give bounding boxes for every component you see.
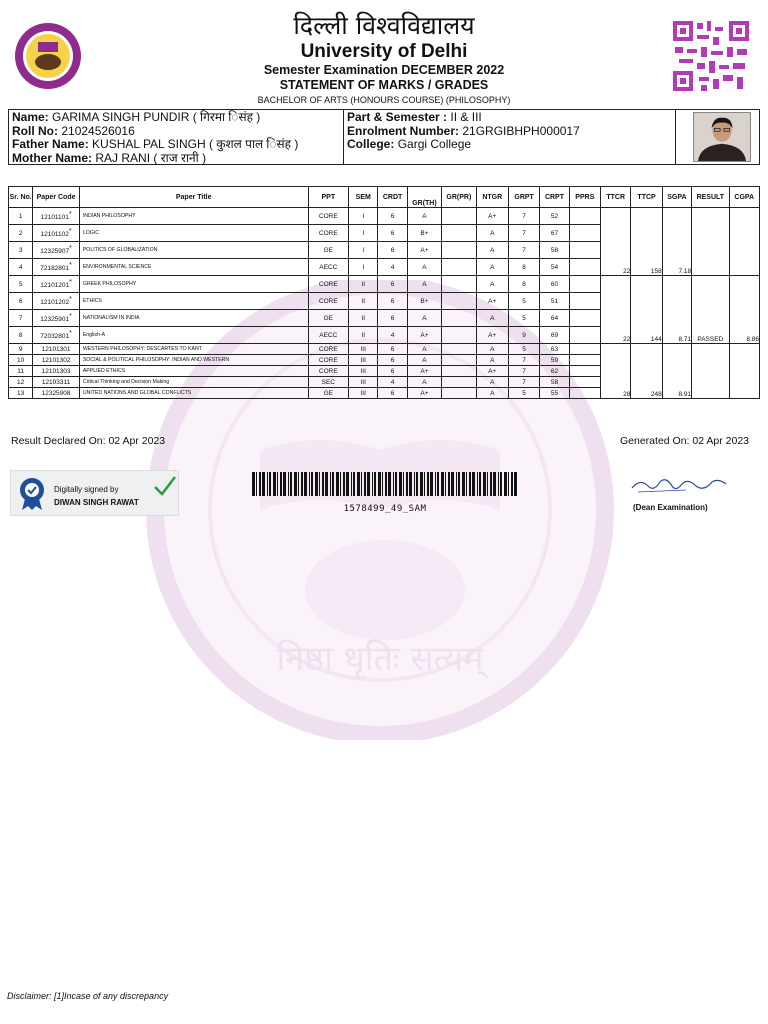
cell-sem: II <box>349 293 378 310</box>
total-ttcp: 158 <box>631 208 662 276</box>
cell-ntgr: A <box>476 355 508 366</box>
cell-sem: II <box>349 327 378 344</box>
cell-grpr <box>442 259 476 276</box>
cell-ppt: AECC <box>308 259 348 276</box>
cell-crdt: 4 <box>378 377 407 388</box>
cell-grpr <box>442 388 476 399</box>
cell-ntgr: A+ <box>476 293 508 310</box>
table-header-row <box>9 187 760 208</box>
total-ttcr: 28 <box>601 344 631 399</box>
signer-name: DIWAN SINGH RAWAT <box>54 498 139 507</box>
cell-grpt: 5 <box>508 310 539 327</box>
table-row <box>9 344 760 355</box>
cell-title: ENVIRONMENTAL SCIENCE <box>79 259 308 276</box>
cell-crdt: 6 <box>378 293 407 310</box>
cell-pprs <box>569 225 600 242</box>
cell-sem: II <box>349 310 378 327</box>
col-cgpa: CGPA <box>729 187 759 208</box>
roll-row: Roll No: 21024526016 <box>12 123 135 138</box>
cell-pprs <box>569 310 600 327</box>
cell-crpt: 64 <box>540 310 569 327</box>
code-marker: * <box>68 227 72 235</box>
code-marker: * <box>69 295 72 303</box>
cell-grpr <box>442 355 476 366</box>
enrolment-number: 21GRGIBHPH000017 <box>462 123 580 138</box>
cell-grth: A <box>407 344 441 355</box>
cell-ppt: CORE <box>308 225 348 242</box>
cell-crpt: 67 <box>540 225 569 242</box>
cell-grth: A+ <box>407 366 441 377</box>
total-sgpa: 8.91 <box>662 344 691 399</box>
student-name: GARIMA SINGH PUNDIR ( गिरमा िसंह ) <box>52 110 261 124</box>
cell-ppt: CORE <box>308 276 348 293</box>
cell-crdt: 6 <box>378 225 407 242</box>
cell-title: SOCIAL & POLITICAL PHILOSOPHY: INDIAN AND WESTERN <box>79 355 308 366</box>
cell-code: 12103311 <box>33 377 80 388</box>
total-cgpa <box>729 208 759 276</box>
cell-code: 12101302 <box>33 355 80 366</box>
total-result: PASSED <box>692 276 729 344</box>
cell-ppt: CORE <box>308 355 348 366</box>
cell-grpt: 7 <box>508 377 539 388</box>
cell-grpt: 7 <box>508 242 539 259</box>
cell-sem: I <box>349 242 378 259</box>
code-marker: * <box>69 278 72 286</box>
cell-title: GREEK PHILOSOPHY <box>79 276 308 293</box>
cell-grth: A <box>407 276 441 293</box>
digital-signature-box <box>10 470 179 516</box>
barcode <box>250 472 520 496</box>
cell-crdt: 4 <box>378 259 407 276</box>
cell-code: 12101202* <box>33 293 80 310</box>
cell-pprs <box>569 377 600 388</box>
col-crpt: CRPT <box>540 187 569 208</box>
cell-sr: 10 <box>9 355 33 366</box>
cell-title: INDIAN PHILOSOPHY <box>79 208 308 225</box>
cell-crpt: 52 <box>540 208 569 225</box>
cell-grpr <box>442 327 476 344</box>
part-semester: II & III <box>450 110 482 124</box>
cell-code: 12101101* <box>33 208 80 225</box>
cell-ntgr: A+ <box>476 208 508 225</box>
cell-sr: 12 <box>9 377 33 388</box>
college-row: College: Gargi College <box>347 137 472 151</box>
total-ttcr: 22 <box>601 208 631 276</box>
cell-code: 12325907* <box>33 242 80 259</box>
barcode-number: 1578499_49_SAM <box>343 504 427 514</box>
cell-sr: 9 <box>9 344 33 355</box>
cell-crpt: 54 <box>540 259 569 276</box>
col-ntgr: NTGR <box>476 187 508 208</box>
cell-ppt: CORE <box>308 344 348 355</box>
cell-ntgr: A <box>476 310 508 327</box>
cell-grth: A <box>407 259 441 276</box>
cell-title: UNITED NATIONS AND GLOBAL CONFLICTS <box>79 388 308 399</box>
cell-pprs <box>569 388 600 399</box>
cell-pprs <box>569 276 600 293</box>
cell-pprs <box>569 293 600 310</box>
cell-crdt: 6 <box>378 276 407 293</box>
cell-ntgr: A <box>476 259 508 276</box>
cell-ppt: CORE <box>308 293 348 310</box>
cell-sr: 5 <box>9 276 33 293</box>
code-marker: * <box>68 210 72 218</box>
cell-grth: A+ <box>407 327 441 344</box>
cell-sr: 1 <box>9 208 33 225</box>
cell-code: 12101301 <box>33 344 80 355</box>
total-result <box>692 208 729 276</box>
dean-label: (Dean Examination) <box>633 503 708 512</box>
total-cgpa: 8.86 <box>729 276 759 344</box>
cell-grpt: 5 <box>508 293 539 310</box>
cell-ppt: CORE <box>308 366 348 377</box>
cell-grth: B+ <box>407 225 441 242</box>
cell-sem: III <box>349 388 378 399</box>
cell-grpt: 5 <box>508 388 539 399</box>
cell-crpt: 69 <box>540 327 569 344</box>
cell-sem: III <box>349 355 378 366</box>
cell-crpt: 58 <box>540 377 569 388</box>
cell-grpt: 7 <box>508 225 539 242</box>
cell-title: POLITICS OF GLOBALIZATION <box>79 242 308 259</box>
table-row <box>9 208 760 225</box>
cell-sr: 2 <box>9 225 33 242</box>
cell-code: 12325901* <box>33 310 80 327</box>
code-marker: * <box>69 261 72 269</box>
col-crdt: CRDT <box>378 187 407 208</box>
total-sgpa: 7.18 <box>662 208 691 276</box>
cell-grpt: 7 <box>508 355 539 366</box>
cell-ppt: AECC <box>308 327 348 344</box>
cell-grth: A+ <box>407 388 441 399</box>
cell-title: English-A <box>79 327 308 344</box>
cell-sem: III <box>349 366 378 377</box>
cell-grth: A <box>407 355 441 366</box>
col-ttcr: TTCR <box>601 187 631 208</box>
cell-code: 72032801* <box>33 327 80 344</box>
check-icon <box>153 475 177 497</box>
cell-ntgr: A <box>476 344 508 355</box>
cell-grth: A <box>407 310 441 327</box>
total-ttcr: 22 <box>601 276 631 344</box>
university-hindi-title: दिल्ली विश्वविद्यालय <box>293 11 475 40</box>
cell-sem: I <box>349 225 378 242</box>
cell-grpr <box>442 377 476 388</box>
cell-crdt: 6 <box>378 310 407 327</box>
statement-title: STATEMENT OF MARKS / GRADES <box>279 78 489 92</box>
cell-pprs <box>569 327 600 344</box>
col-grth: GR(TH) <box>407 187 441 208</box>
cell-ntgr: A <box>476 225 508 242</box>
col-sem: SEM <box>349 187 378 208</box>
cell-sr: 4 <box>9 259 33 276</box>
total-sgpa: 8.71 <box>662 276 691 344</box>
university-logo <box>11 22 85 90</box>
cell-crpt: 51 <box>540 293 569 310</box>
digitally-signed-label: Digitally signed by <box>54 485 119 494</box>
cell-sr: 13 <box>9 388 33 399</box>
table-row <box>9 276 760 293</box>
col-ppt: PPT <box>308 187 348 208</box>
cell-pprs <box>569 208 600 225</box>
qr-code <box>671 19 751 93</box>
col-grpt: GRPT <box>508 187 539 208</box>
col-code: Paper Code <box>33 187 80 208</box>
generated-on: Generated On: 02 Apr 2023 <box>620 435 750 447</box>
cell-code: 12101303 <box>33 366 80 377</box>
college-name: Gargi College <box>397 137 472 151</box>
university-title: University of Delhi <box>300 41 468 62</box>
cell-title: LOGIC <box>79 225 308 242</box>
cell-pprs <box>569 242 600 259</box>
cell-grpt: 9 <box>508 327 539 344</box>
cell-title: ETHICS <box>79 293 308 310</box>
cell-grpt: 5 <box>508 344 539 355</box>
cell-grpr <box>442 310 476 327</box>
mother-row: Mother Name: RAJ RANI ( राज रानी ) <box>12 150 207 165</box>
code-marker: * <box>69 312 72 320</box>
cell-crpt: 63 <box>540 344 569 355</box>
cell-title: WESTERN PHILOSOPHY: DESCARTES TO KANT <box>79 344 308 355</box>
cell-crdt: 6 <box>378 242 407 259</box>
cell-sem: III <box>349 377 378 388</box>
cell-pprs <box>569 259 600 276</box>
cell-sr: 7 <box>9 310 33 327</box>
cell-grpr <box>442 225 476 242</box>
cell-ntgr: A <box>476 276 508 293</box>
cell-sr: 3 <box>9 242 33 259</box>
result-declared: Result Declared On: 02 Apr 2023 <box>11 435 166 447</box>
mother-name: RAJ RANI ( राज रानी ) <box>95 150 207 165</box>
cell-crpt: 58 <box>540 242 569 259</box>
col-result: RESULT <box>692 187 729 208</box>
cell-crpt: 60 <box>540 276 569 293</box>
cell-sem: II <box>349 276 378 293</box>
cell-grpt: 7 <box>508 208 539 225</box>
dean-signature <box>626 474 730 498</box>
cell-ppt: GE <box>308 310 348 327</box>
cell-grth: A <box>407 377 441 388</box>
col-pprs: PPRS <box>569 187 600 208</box>
cell-pprs <box>569 344 600 355</box>
col-ttcp: TTCP <box>631 187 662 208</box>
cell-code: 12101201* <box>33 276 80 293</box>
cell-ntgr: A <box>476 388 508 399</box>
cell-ntgr: A <box>476 242 508 259</box>
cell-crpt: 55 <box>540 388 569 399</box>
watermark-motto: निष्ठा धृतिः सत्यम् <box>276 639 484 679</box>
cell-grpr <box>442 366 476 377</box>
cell-grpr <box>442 242 476 259</box>
cell-sr: 8 <box>9 327 33 344</box>
father-name: KUSHAL PAL SINGH ( कुशल पाल िसंह ) <box>92 137 299 151</box>
total-cgpa <box>729 344 759 399</box>
cell-title: APPLIED ETHICS <box>79 366 308 377</box>
student-photo <box>693 112 751 162</box>
cell-grth: A+ <box>407 242 441 259</box>
cell-ppt: GE <box>308 388 348 399</box>
col-grpr: GR(PR) <box>442 187 476 208</box>
cell-ppt: CORE <box>308 208 348 225</box>
total-result <box>692 344 729 399</box>
cell-ntgr: A+ <box>476 366 508 377</box>
cell-crdt: 6 <box>378 344 407 355</box>
col-title: Paper Title <box>79 187 308 208</box>
cell-grpt: 8 <box>508 276 539 293</box>
marks-table <box>8 186 760 399</box>
exam-title: Semester Examination DECEMBER 2022 <box>263 63 505 77</box>
cell-grpr <box>442 293 476 310</box>
cell-ntgr: A+ <box>476 327 508 344</box>
total-ttcp: 248 <box>631 344 662 399</box>
cell-crpt: 59 <box>540 355 569 366</box>
cell-grth: A <box>407 208 441 225</box>
cell-crdt: 4 <box>378 327 407 344</box>
cell-crdt: 6 <box>378 366 407 377</box>
col-sr: Sr. No. <box>9 187 33 208</box>
cell-grpr <box>442 344 476 355</box>
cell-grpt: 8 <box>508 259 539 276</box>
cell-crdt: 6 <box>378 355 407 366</box>
name-row: Name: GARIMA SINGH PUNDIR ( गिरमा िसंह ) <box>12 110 261 124</box>
cell-sem: I <box>349 208 378 225</box>
cell-sem: I <box>349 259 378 276</box>
cell-grpr <box>442 276 476 293</box>
code-marker: * <box>69 244 72 252</box>
cell-title: NATIONALISM IN INDIA <box>79 310 308 327</box>
cell-grth: B+ <box>407 293 441 310</box>
cell-crdt: 6 <box>378 208 407 225</box>
cell-ntgr: A <box>476 377 508 388</box>
cell-pprs <box>569 355 600 366</box>
cell-ppt: SEC <box>308 377 348 388</box>
disclaimer: Disclaimer: [1]Incase of any discrepancy <box>7 991 169 1001</box>
cell-crpt: 62 <box>540 366 569 377</box>
cell-sr: 6 <box>9 293 33 310</box>
cell-code: 72182801* <box>33 259 80 276</box>
cell-crdt: 6 <box>378 388 407 399</box>
programme-title: BACHELOR OF ARTS (HONOURS COURSE) (PHILOSOPHY) <box>257 95 511 105</box>
cell-sr: 11 <box>9 366 33 377</box>
cell-sem: III <box>349 344 378 355</box>
cell-title: Critical Thinking and Decision Making <box>79 377 308 388</box>
enrolment-row: Enrolment Number: 21GRGIBHPH000017 <box>347 123 580 138</box>
father-row: Father Name: KUSHAL PAL SINGH ( कुशल पाल िसंह ) <box>12 137 299 151</box>
cell-code: 12101102* <box>33 225 80 242</box>
student-info-box <box>8 109 760 165</box>
roll-number: 21024526016 <box>61 123 135 138</box>
signature-badge-icon <box>17 477 47 511</box>
part-row: Part & Semester : II & III <box>347 110 482 124</box>
cell-grpr <box>442 208 476 225</box>
col-sgpa: SGPA <box>662 187 691 208</box>
cell-grpt: 7 <box>508 366 539 377</box>
code-marker: * <box>69 329 72 337</box>
cell-ppt: GE <box>308 242 348 259</box>
cell-code: 12325908 <box>33 388 80 399</box>
cell-pprs <box>569 366 600 377</box>
total-ttcp: 144 <box>631 276 662 344</box>
